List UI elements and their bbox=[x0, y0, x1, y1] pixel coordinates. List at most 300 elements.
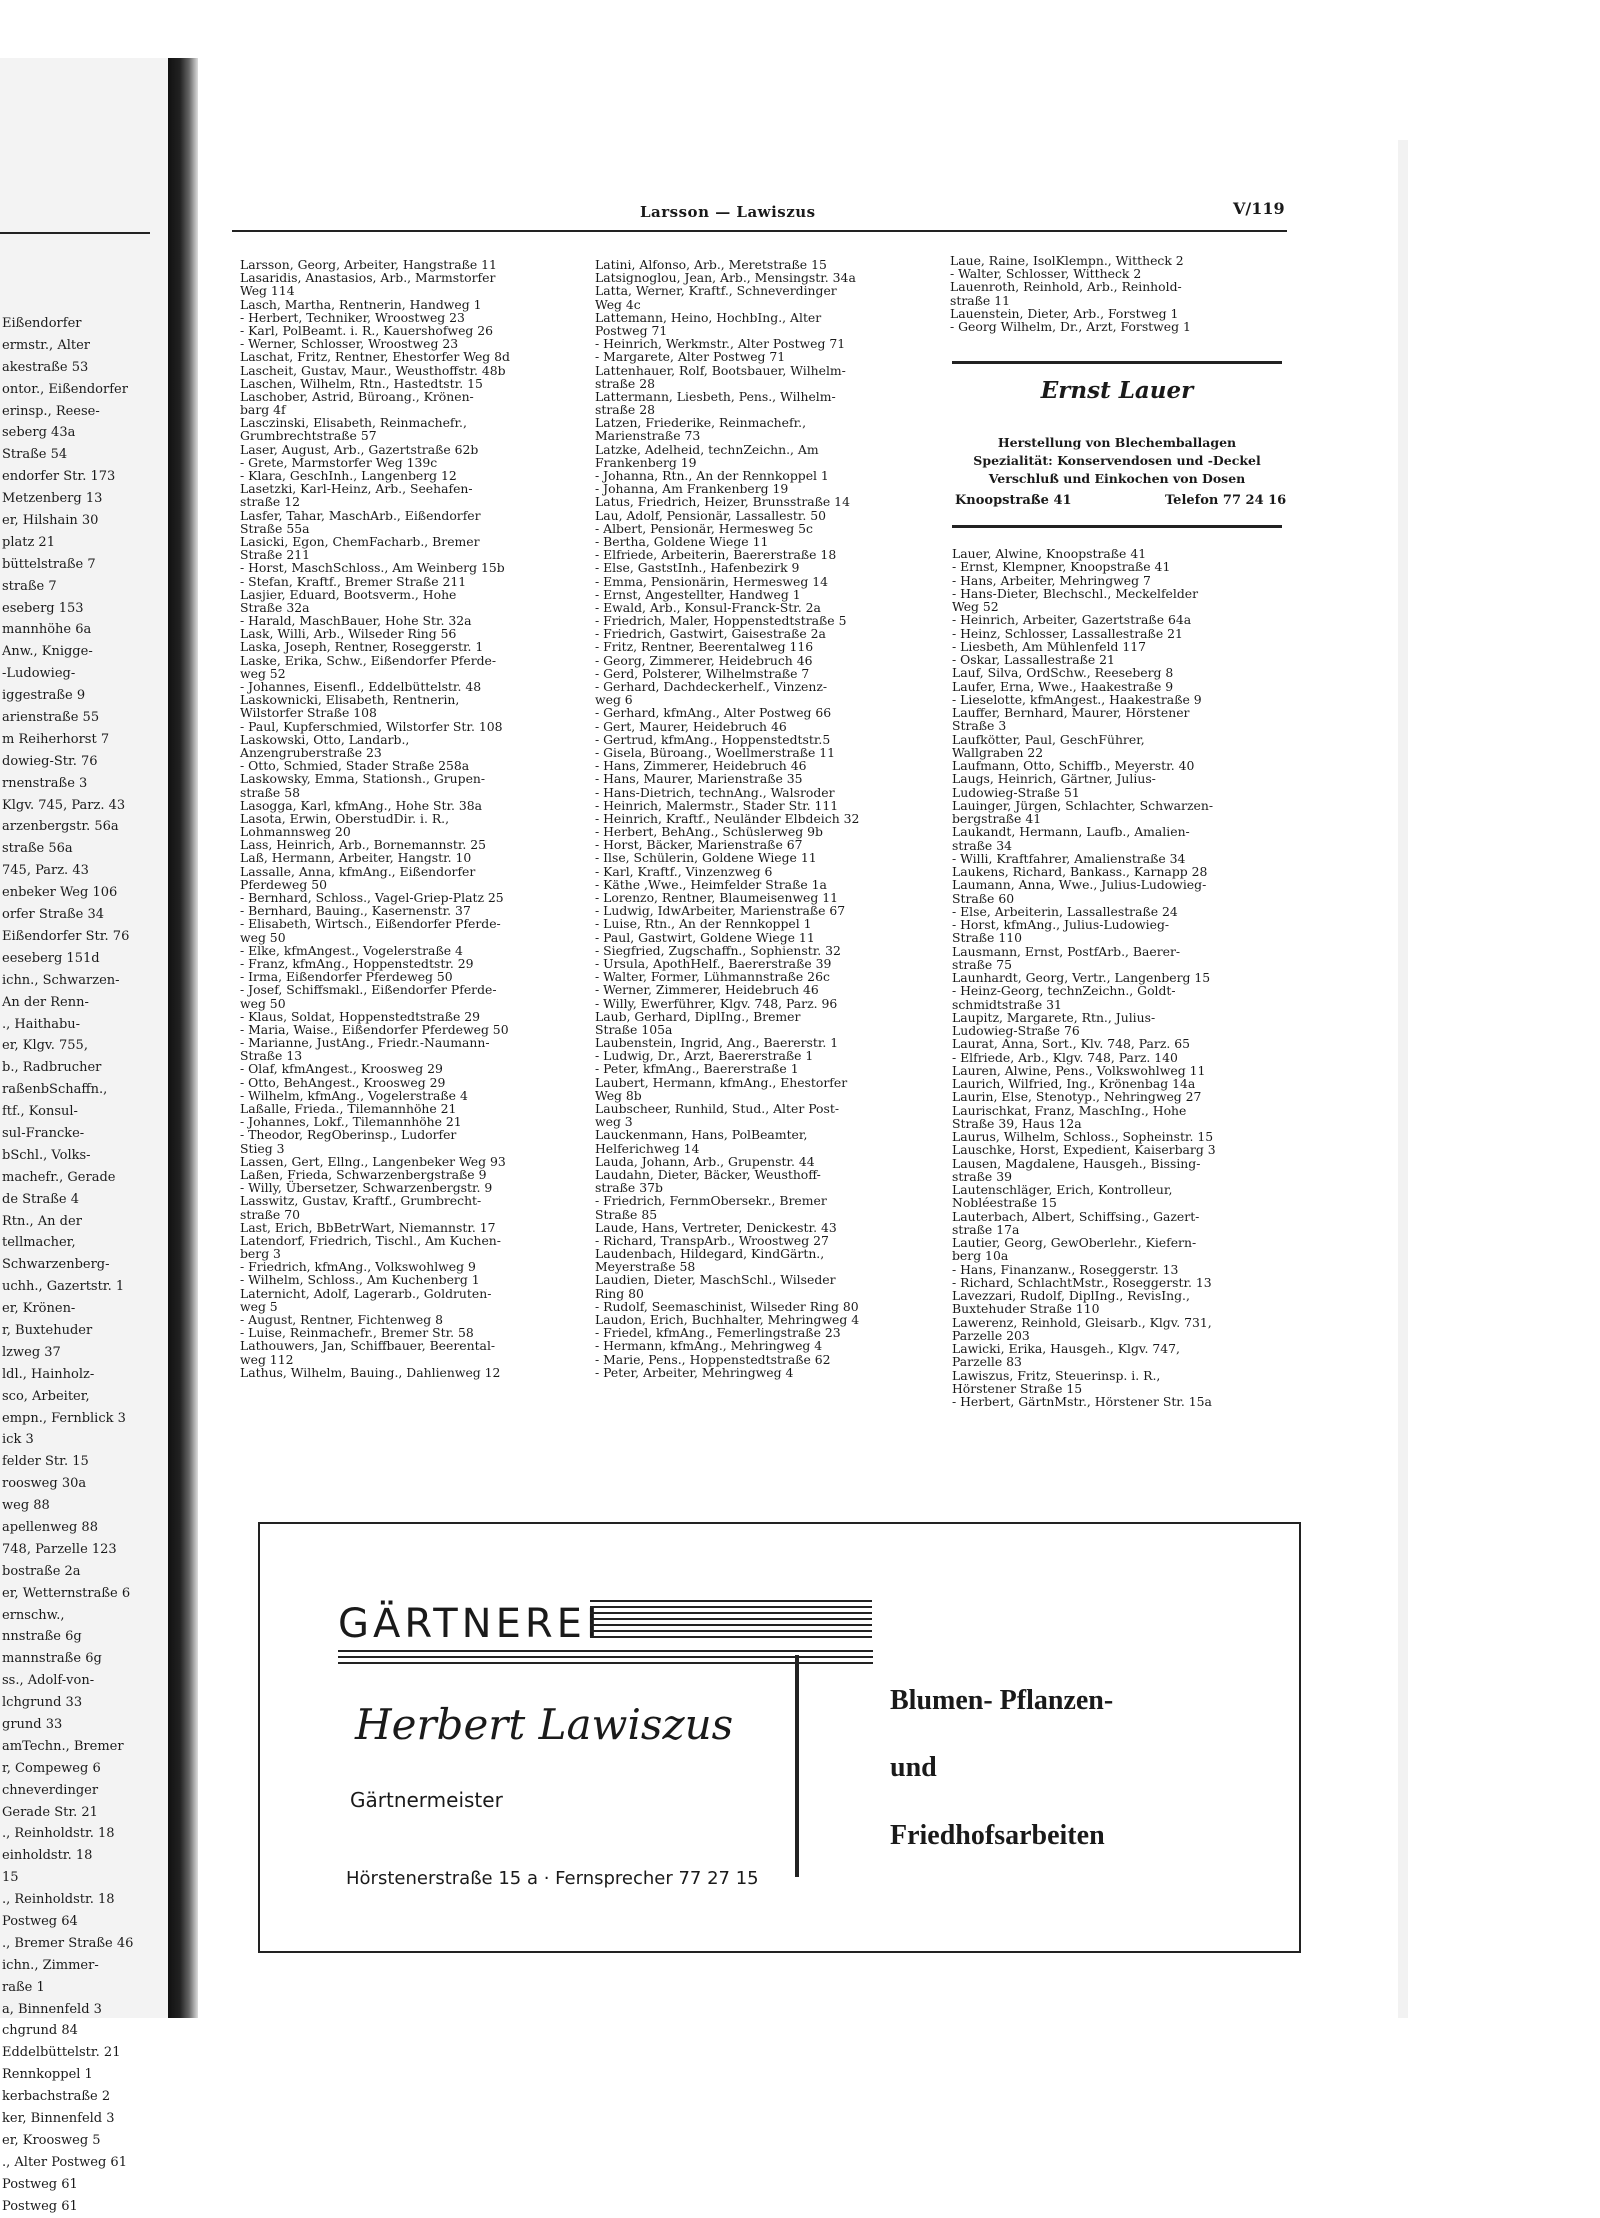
directory-entry: berg 3 bbox=[240, 1246, 281, 1262]
directory-entry: - Gertrud, kfmAng., Hoppenstedtstr.5 bbox=[595, 731, 831, 747]
directory-entry: Ring 80 bbox=[595, 1285, 644, 1301]
directory-entry: - Horst, Bäcker, Marienstraße 67 bbox=[595, 837, 803, 853]
owner-signature: Herbert Lawiszus bbox=[355, 1700, 734, 1749]
directory-entry: - Otto, BehAngest., Kroosweg 29 bbox=[240, 1074, 446, 1090]
directory-entry: - Willy, Übersetzer, Schwarzenbergstr. 9 bbox=[240, 1180, 493, 1196]
directory-entry: ichn., Schwarzen- bbox=[2, 972, 120, 988]
directory-entry: Anw., Knigge- bbox=[2, 644, 93, 660]
directory-entry: - Hermann, kfmAng., Mehringweg 4 bbox=[595, 1338, 823, 1354]
directory-entry: lchgrund 33 bbox=[2, 1695, 83, 1711]
directory-entry: - Siegfried, Zugschaffn., Sophienstr. 32 bbox=[595, 942, 841, 958]
directory-entry: Lohmannsweg 20 bbox=[240, 824, 351, 840]
directory-entry: - Lieselotte, kfmAngest., Haakestraße 9 bbox=[952, 691, 1202, 707]
directory-entry: Lautenschläger, Erich, Kontrolleur, bbox=[952, 1182, 1173, 1197]
directory-entry: - Hans, Maurer, Marienstraße 35 bbox=[595, 771, 803, 787]
directory-entry: mannhöhe 6a bbox=[2, 622, 92, 638]
directory-entry: Grumbrechtstraße 57 bbox=[240, 428, 377, 444]
directory-entry: ldl., Hainholz- bbox=[2, 1366, 95, 1382]
directory-entry: Laub, Gerhard, DiplIng., Bremer bbox=[595, 1008, 801, 1024]
directory-entry: Frankenberg 19 bbox=[595, 454, 697, 470]
directory-entry: Buxtehuder Straße 110 bbox=[952, 1301, 1100, 1317]
directory-entry: Lathouwers, Jan, Schiffbauer, Beerental- bbox=[240, 1338, 496, 1354]
directory-entry: Lattermann, Liesbeth, Pens., Wilhelm- bbox=[595, 388, 836, 404]
directory-entry: Pferdeweg 50 bbox=[240, 876, 328, 892]
directory-entry: Straße 110 bbox=[952, 930, 1022, 946]
directory-entry: Lausen, Magdalene, Hausgeh., Bissing- bbox=[952, 1155, 1201, 1171]
directory-entry: Lasetzki, Karl-Heinz, Arb., Seehafen- bbox=[240, 481, 473, 497]
directory-entry: Lass, Heinrich, Arb., Bornemannstr. 25 bbox=[240, 837, 487, 853]
directory-entry: Laugs, Heinrich, Gärtner, Julius- bbox=[952, 771, 1156, 787]
directory-entry: Lasczinski, Elisabeth, Reinmachefr., bbox=[240, 415, 467, 431]
directory-entry: Laß, Hermann, Arbeiter, Hangstr. 10 bbox=[240, 850, 472, 866]
directory-entry: Laternicht, Adolf, Lagerarb., Goldruten- bbox=[240, 1285, 492, 1301]
directory-entry: Lawerenz, Reinhold, Gleisarb., Klgv. 731, bbox=[952, 1314, 1212, 1330]
directory-entry: roosweg 30a bbox=[2, 1476, 87, 1492]
directory-entry: Laudon, Erich, Buchhalter, Mehringweg 4 bbox=[595, 1312, 860, 1327]
directory-entry: Weg 4c bbox=[595, 296, 641, 312]
directory-entry: - Elisabeth, Wirtsch., Eißendorfer Pferde- bbox=[240, 916, 501, 932]
directory-entry: - Hans-Dietrich, technAng., Walsroder bbox=[595, 784, 835, 800]
directory-entry: Laskownicki, Elisabeth, Rentnerin, bbox=[240, 692, 460, 708]
directory-entry: Laurich, Wilfried, Ing., Krönenbag 14a bbox=[952, 1076, 1196, 1091]
directory-entry: Postweg 61 bbox=[2, 2176, 78, 2192]
owner-title: Gärtnermeister bbox=[350, 1788, 503, 1812]
directory-entry: - Gerd, Polsterer, Wilhelmstraße 7 bbox=[595, 665, 810, 681]
header-rule bbox=[232, 230, 1287, 232]
directory-entry: Lasswitz, Gustav, Kraftf., Grumbrecht- bbox=[240, 1193, 482, 1209]
directory-entry: Laufer, Erna, Wwe., Haakestraße 9 bbox=[952, 678, 1174, 694]
directory-entry: Larsson, Georg, Arbeiter, Hangstraße 11 bbox=[240, 257, 497, 272]
directory-entry: Weg 52 bbox=[952, 599, 999, 614]
directory-entry: Latini, Alfonso, Arb., Meretstraße 15 bbox=[595, 257, 827, 272]
directory-entry: Straße 39, Haus 12a bbox=[952, 1115, 1082, 1131]
directory-entry: Lasicki, Egon, ChemFacharb., Bremer bbox=[240, 533, 480, 549]
directory-entry: Postweg 64 bbox=[2, 1914, 78, 1930]
directory-entry: apellenweg 88 bbox=[2, 1519, 98, 1535]
directory-entry: Rtn., An der bbox=[2, 1213, 82, 1229]
directory-entry: Laurat, Anna, Sort., Klv. 748, Parz. 65 bbox=[952, 1036, 1191, 1052]
service-line2: und bbox=[890, 1752, 937, 1783]
directory-entry: - Maria, Waise., Eißendorfer Pferdeweg 50 bbox=[240, 1021, 509, 1037]
directory-entry: straße 56a bbox=[2, 841, 73, 857]
directory-entry: - Friedrich, FernmObersekr., Bremer bbox=[595, 1193, 827, 1209]
directory-entry: akestraße 53 bbox=[2, 359, 89, 375]
directory-entry: b., Radbrucher bbox=[2, 1060, 102, 1076]
lauer-ad-line2: Spezialität: Konservendosen und -Deckel bbox=[973, 453, 1261, 468]
gaertnerei-heading: GÄRTNEREI bbox=[338, 1601, 602, 1647]
directory-entry: Laufmann, Otto, Schiffb., Meyerstr. 40 bbox=[952, 758, 1195, 773]
directory-entry: machefr., Gerade bbox=[2, 1169, 116, 1185]
directory-entry: Ludowieg-Straße 76 bbox=[952, 1023, 1080, 1038]
directory-entry: -Ludowieg- bbox=[2, 666, 76, 682]
directory-entry: eeseberg 151d bbox=[2, 950, 100, 966]
directory-entry: straße 28 bbox=[595, 375, 655, 391]
directory-entry: - Luise, Reinmachefr., Bremer Str. 58 bbox=[240, 1325, 474, 1341]
directory-entry: Last, Erich, BbBetrWart, Niemannstr. 17 bbox=[240, 1219, 496, 1235]
directory-entry: - Olaf, kfmAngest., Kroosweg 29 bbox=[240, 1061, 443, 1077]
directory-entry: Wilstorfer Straße 108 bbox=[240, 705, 377, 721]
directory-entry: Lauenroth, Reinhold, Arb., Reinhold- bbox=[950, 279, 1182, 295]
directory-entry: tellmacher, bbox=[2, 1235, 76, 1251]
directory-entry: Laßen, Frieda, Schwarzenbergstraße 9 bbox=[240, 1166, 487, 1182]
directory-entry: Straße 211 bbox=[240, 547, 310, 563]
directory-entry: Laukandt, Hermann, Laufb., Amalien- bbox=[952, 824, 1190, 840]
directory-entry: chneverdinger bbox=[2, 1782, 99, 1798]
directory-entry: Laskowsky, Emma, Stationsh., Grupen- bbox=[240, 771, 486, 787]
service-line1: Blumen- Pflanzen- bbox=[890, 1685, 1114, 1716]
directory-entry: uchh., Gazertstr. 1 bbox=[2, 1279, 125, 1295]
directory-entry: ichn., Zimmer- bbox=[2, 1957, 99, 1973]
directory-entry: Laumann, Anna, Wwe., Julius-Ludowieg- bbox=[952, 877, 1207, 893]
directory-entry: Lasogga, Karl, kfmAng., Hohe Str. 38a bbox=[240, 797, 483, 813]
directory-entry: ., Reinholdstr. 18 bbox=[2, 1892, 115, 1908]
directory-entry: - Willy, Ewerführer, Klgv. 748, Parz. 96 bbox=[595, 995, 838, 1011]
directory-entry: - Käthe ,Wwe., Heimfelder Straße 1a bbox=[595, 876, 827, 892]
directory-entry: - Elke, kfmAngest., Vogelerstraße 4 bbox=[240, 942, 463, 958]
directory-column-1 bbox=[240, 258, 575, 1379]
directory-entry: Lauenstein, Dieter, Arb., Forstweg 1 bbox=[950, 305, 1179, 321]
directory-entry: er, Kroosweg 5 bbox=[2, 2132, 101, 2148]
directory-entry: - Otto, Schmied, Stader Straße 258a bbox=[240, 758, 470, 774]
directory-entry: Lasfer, Tahar, MaschArb., Eißendorfer bbox=[240, 507, 481, 523]
directory-entry: Lassen, Gert, Ellng., Langenbeker Weg 93 bbox=[240, 1153, 506, 1169]
ad-divider bbox=[795, 1655, 799, 1877]
directory-entry: - Ursula, ApothHelf., Baererstraße 39 bbox=[595, 955, 832, 971]
directory-entry: Straße 13 bbox=[240, 1048, 303, 1064]
directory-entry: Lawiszus, Fritz, Steuerinsp. i. R., bbox=[952, 1367, 1161, 1383]
directory-entry: Stieg 3 bbox=[240, 1140, 285, 1156]
directory-entry: Lautier, Georg, GewOberlehr., Kiefern- bbox=[952, 1235, 1197, 1250]
directory-entry: felder Str. 15 bbox=[2, 1454, 89, 1470]
directory-entry: weg 6 bbox=[595, 692, 633, 708]
directory-entry: Laßalle, Frieda., Tilemannhöhe 21 bbox=[240, 1101, 457, 1116]
directory-entry: erinsp., Reese- bbox=[2, 403, 100, 419]
directory-entry: - Paul, Gastwirt, Goldene Wiege 11 bbox=[595, 929, 815, 945]
directory-entry: - Hans, Zimmerer, Heidebruch 46 bbox=[595, 758, 807, 774]
directory-entry: - Hans, Arbeiter, Mehringweg 7 bbox=[952, 572, 1151, 588]
directory-entry: straße 70 bbox=[240, 1206, 300, 1222]
directory-column-3-top bbox=[950, 254, 1285, 333]
directory-entry: straße 75 bbox=[952, 956, 1012, 972]
directory-entry: Lassalle, Anna, kfmAng., Eißendorfer bbox=[240, 863, 476, 879]
directory-entry: Helferichweg 14 bbox=[595, 1140, 700, 1156]
directory-entry: Laurischkat, Franz, MaschIng., Hohe bbox=[952, 1102, 1187, 1118]
directory-entry: Laude, Hans, Vertreter, Denickestr. 43 bbox=[595, 1219, 837, 1235]
directory-entry: weg 112 bbox=[240, 1351, 294, 1367]
directory-entry: Marienstraße 73 bbox=[595, 428, 701, 444]
directory-entry: Laue, Raine, IsolKlempn., Wittheck 2 bbox=[950, 253, 1184, 268]
directory-entry: Laske, Erika, Schw., Eißendorfer Pferde- bbox=[240, 652, 497, 668]
directory-entry: - Georg Wilhelm, Dr., Arzt, Forstweg 1 bbox=[950, 318, 1191, 334]
directory-entry: - Paul, Kupferschmied, Wilstorfer Str. 108 bbox=[240, 718, 503, 734]
directory-entry: straße 58 bbox=[240, 784, 300, 800]
directory-entry: nnstraße 6g bbox=[2, 1629, 82, 1645]
directory-entry: sul-Francke- bbox=[2, 1125, 85, 1141]
directory-entry: r, Compeweg 6 bbox=[2, 1760, 101, 1776]
lauer-ad-address: Knoopstraße 41 bbox=[955, 493, 1072, 508]
directory-entry: Lauren, Alwine, Pens., Volkswohlweg 11 bbox=[952, 1062, 1206, 1078]
directory-entry: Metzenberg 13 bbox=[2, 491, 103, 507]
directory-entry: - Heinz-Georg, technZeichn., Goldt- bbox=[952, 983, 1176, 999]
directory-entry: - Margarete, Alter Postweg 71 bbox=[595, 349, 786, 365]
directory-entry: bostraße 2a bbox=[2, 1563, 81, 1579]
directory-entry: - Ilse, Schülerin, Goldene Wiege 11 bbox=[595, 850, 817, 866]
directory-entry: Laschober, Astrid, Büroang., Krönen- bbox=[240, 388, 474, 404]
directory-entry: 748, Parzelle 123 bbox=[2, 1541, 117, 1557]
directory-entry: rnenstraße 3 bbox=[2, 775, 88, 791]
directory-entry: - Else, GaststInh., Hafenbezirk 9 bbox=[595, 560, 800, 576]
directory-entry: - Friedrich, Gastwirt, Gaisestraße 2a bbox=[595, 626, 826, 642]
directory-entry: straße 34 bbox=[952, 837, 1012, 853]
directory-entry: Lascheit, Gustav, Maur., Weusthoffstr. 48b bbox=[240, 362, 506, 378]
directory-entry: ermstr., Alter bbox=[2, 337, 90, 353]
directory-entry: - Herbert, Techniker, Wroostweg 23 bbox=[240, 309, 465, 325]
directory-entry: Lauschke, Horst, Expedient, Kaiserbarg 3 bbox=[952, 1142, 1216, 1158]
directory-entry: er, Krönen- bbox=[2, 1301, 76, 1317]
directory-entry: Laschen, Wilhelm, Rtn., Hastedtstr. 15 bbox=[240, 375, 483, 391]
directory-entry: r, Buxtehuder bbox=[2, 1322, 93, 1338]
directory-entry: - Klara, GeschInh., Langenberg 12 bbox=[240, 468, 457, 483]
directory-entry: - Luise, Rtn., An der Rennkoppel 1 bbox=[595, 916, 812, 932]
directory-entry: Postweg 61 bbox=[2, 2198, 78, 2214]
gaertnerei-address: Hörstenerstraße 15 a · Fernsprecher 77 27 15 bbox=[346, 1868, 759, 1889]
directory-entry: straße 37b bbox=[595, 1180, 663, 1196]
directory-entry: Klgv. 745, Parz. 43 bbox=[2, 797, 126, 813]
directory-entry: - Johannes, Lokf., Tilemannhöhe 21 bbox=[240, 1114, 462, 1130]
directory-entry: - Peter, kfmAng., Baererstraße 1 bbox=[595, 1061, 799, 1077]
directory-entry: Nobléestraße 15 bbox=[952, 1195, 1057, 1211]
directory-entry: Parzelle 203 bbox=[952, 1327, 1030, 1343]
directory-entry: arzenbergstr. 56a bbox=[2, 819, 119, 835]
directory-entry: Straße 54 bbox=[2, 447, 68, 463]
directory-entry: Lasch, Martha, Rentnerin, Handweg 1 bbox=[240, 296, 482, 312]
directory-entry: Straße 32a bbox=[240, 599, 310, 615]
directory-entry: - Friedrich, Maler, Hoppenstedtstraße 5 bbox=[595, 613, 847, 629]
directory-entry: - Karl, PolBeamt. i. R., Kauershofweg 26 bbox=[240, 322, 494, 338]
directory-entry: Laupitz, Margarete, Rtn., Julius- bbox=[952, 1009, 1156, 1025]
directory-entry: chgrund 84 bbox=[2, 2023, 78, 2039]
directory-entry: - Lorenzo, Rentner, Blaumeisenweg 11 bbox=[595, 890, 839, 905]
directory-entry: Lasaridis, Anastasios, Arb., Marmstorfer bbox=[240, 270, 496, 286]
directory-entry: - August, Rentner, Fichtenweg 8 bbox=[240, 1312, 444, 1327]
directory-entry: raßenbSchaffn., bbox=[2, 1082, 108, 1098]
directory-entry: - Gisela, Büroang., Woellmerstraße 11 bbox=[595, 744, 836, 760]
directory-entry: - Heinrich, Malermstr., Stader Str. 111 bbox=[595, 797, 839, 813]
directory-entry: seberg 43a bbox=[2, 425, 76, 441]
directory-entry: raße 1 bbox=[2, 1979, 45, 1995]
directory-entry: Laubscheer, Runhild, Stud., Alter Post- bbox=[595, 1101, 840, 1116]
directory-entry: grund 33 bbox=[2, 1717, 63, 1732]
directory-entry: ss., Adolf-von- bbox=[2, 1673, 95, 1689]
directory-entry: Lauer, Alwine, Knoopstraße 41 bbox=[952, 546, 1147, 561]
directory-entry: weg 3 bbox=[595, 1114, 633, 1130]
running-header: Larsson — Lawiszus bbox=[640, 203, 816, 221]
lauer-ad-name: Ernst Lauer bbox=[1040, 377, 1194, 404]
lauer-ad-line1: Herstellung von Blechemballagen bbox=[997, 435, 1237, 450]
directory-entry: empn., Fernblick 3 bbox=[2, 1410, 126, 1426]
directory-entry: - Ludwig, Dr., Arzt, Baererstraße 1 bbox=[595, 1048, 814, 1064]
directory-entry: Eddelbüttelstr. 21 bbox=[2, 2045, 121, 2061]
directory-entry: Laukens, Richard, Bankass., Karnapp 28 bbox=[952, 864, 1208, 879]
directory-entry: schmidtstraße 31 bbox=[952, 996, 1062, 1012]
directory-entry: - Elfriede, Arbeiterin, Baererstraße 18 bbox=[595, 547, 837, 563]
directory-entry: - Irma, Eißendorfer Pferdeweg 50 bbox=[240, 969, 453, 985]
directory-entry: - Willi, Kraftfahrer, Amalienstraße 34 bbox=[952, 850, 1186, 866]
directory-entry: ftf., Konsul- bbox=[2, 1104, 78, 1120]
directory-entry: - Josef, Schiffsmakl., Eißendorfer Pferde- bbox=[240, 982, 497, 998]
directory-entry: weg 52 bbox=[240, 665, 286, 681]
directory-entry: ernschw., bbox=[2, 1607, 65, 1623]
directory-entry: endorfer Str. 173 bbox=[2, 469, 116, 485]
directory-entry: er, Wetternstraße 6 bbox=[2, 1585, 131, 1601]
directory-entry: a, Binnenfeld 3 bbox=[2, 2001, 102, 2017]
directory-entry: - Ernst, Klempner, Knoopstraße 41 bbox=[952, 559, 1171, 575]
directory-entry: - Richard, TranspArb., Wroostweg 27 bbox=[595, 1232, 829, 1248]
directory-entry: - Elfriede, Arb., Klgv. 748, Parz. 140 bbox=[952, 1049, 1178, 1065]
directory-entry: - Theodor, RegOberinsp., Ludorfer bbox=[240, 1127, 457, 1143]
service-line3: Friedhofsarbeiten bbox=[890, 1820, 1105, 1851]
directory-entry: orfer Straße 34 bbox=[2, 907, 105, 923]
directory-entry: - Wilhelm, Schloss., Am Kuchenberg 1 bbox=[240, 1272, 480, 1288]
directory-entry: Latta, Werner, Kraftf., Schneverdinger bbox=[595, 283, 837, 299]
directory-column-2 bbox=[595, 258, 925, 1379]
directory-entry: Lauterbach, Albert, Schiffsing., Gazert- bbox=[952, 1208, 1200, 1224]
directory-entry: An der Renn- bbox=[2, 994, 89, 1010]
directory-entry: ., Reinholdstr. 18 bbox=[2, 1826, 115, 1842]
directory-entry: Lathus, Wilhelm, Bauing., Dahlienweg 12 bbox=[240, 1364, 501, 1380]
directory-entry: Straße 85 bbox=[595, 1206, 658, 1222]
directory-entry: - Walter, Schlosser, Wittheck 2 bbox=[950, 266, 1142, 282]
directory-entry: weg 5 bbox=[240, 1298, 278, 1314]
directory-entry: straße 17a bbox=[952, 1221, 1020, 1237]
directory-entry: - Heinrich, Kraftf., Neuländer Elbdeich 32 bbox=[595, 810, 860, 826]
directory-entry: Laskowski, Otto, Landarb., bbox=[240, 731, 410, 747]
directory-entry: - Else, Arbeiterin, Lassallestraße 24 bbox=[952, 903, 1178, 919]
directory-entry: ., Alter Postweg 61 bbox=[2, 2154, 127, 2170]
directory-entry: Laudenbach, Hildegard, KindGärtn., bbox=[595, 1246, 825, 1262]
directory-entry: Parzelle 83 bbox=[952, 1354, 1022, 1370]
directory-entry: büttelstraße 7 bbox=[2, 556, 96, 572]
directory-entry: arienstraße 55 bbox=[2, 710, 100, 726]
directory-entry: Lattemann, Heino, HochbIng., Alter bbox=[595, 309, 822, 325]
directory-entry: platz 21 bbox=[2, 534, 55, 550]
directory-entry: lzweg 37 bbox=[2, 1344, 61, 1360]
directory-entry: barg 4f bbox=[240, 402, 286, 418]
directory-entry: Lasjier, Eduard, Bootsverm., Hohe bbox=[240, 586, 457, 602]
directory-entry: Lavezzari, Rudolf, DiplIng., RevisIng., bbox=[952, 1288, 1190, 1303]
directory-entry: Ludowieg-Straße 51 bbox=[952, 784, 1080, 800]
directory-entry: - Klaus, Soldat, Hoppenstedtstraße 29 bbox=[240, 1008, 481, 1024]
directory-entry: iggestraße 9 bbox=[2, 688, 86, 704]
directory-entry: Laudahn, Dieter, Bäcker, Weusthoff- bbox=[595, 1166, 821, 1182]
directory-entry: - Ernst, Angestellter, Handweg 1 bbox=[595, 586, 801, 602]
directory-entry: - Oskar, Lassallestraße 21 bbox=[952, 652, 1115, 667]
directory-entry: enbeker Weg 106 bbox=[2, 885, 118, 901]
directory-entry: Laurin, Else, Stenotyp., Nehringweg 27 bbox=[952, 1089, 1202, 1105]
directory-entry: weg 88 bbox=[2, 1498, 50, 1514]
directory-entry: Lausmann, Ernst, PostfArb., Baerer- bbox=[952, 943, 1181, 959]
lauer-ad-phone: Telefon 77 24 16 bbox=[1165, 493, 1287, 508]
directory-entry: Schwarzenberg- bbox=[2, 1257, 110, 1273]
directory-entry: - Werner, Schlosser, Wroostweg 23 bbox=[240, 336, 459, 352]
directory-entry: - Herbert, GärtnMstr., Hörstener Str. 15a bbox=[952, 1394, 1212, 1409]
directory-entry: Meyerstraße 58 bbox=[595, 1259, 696, 1275]
directory-entry: - Harald, MaschBauer, Hohe Str. 32a bbox=[240, 613, 472, 629]
directory-entry: - Franz, kfmAng., Hoppenstedtstr. 29 bbox=[240, 955, 474, 971]
directory-entry: ontor., Eißendorfer bbox=[2, 381, 128, 397]
directory-entry: berg 10a bbox=[952, 1248, 1009, 1264]
gaertnerei-underlines bbox=[338, 1650, 873, 1668]
directory-entry: - Peter, Arbeiter, Mehringweg 4 bbox=[595, 1364, 794, 1380]
directory-entry: - Stefan, Kraftf., Bremer Straße 211 bbox=[240, 573, 467, 589]
directory-entry: - Friedel, kfmAng., Femerlingstraße 23 bbox=[595, 1325, 841, 1341]
directory-entry: Laser, August, Arb., Gazertstraße 62b bbox=[240, 441, 479, 457]
directory-entry: - Wilhelm, kfmAng., Vogelerstraße 4 bbox=[240, 1087, 468, 1103]
directory-entry: Laufkötter, Paul, GeschFührer, bbox=[952, 731, 1145, 747]
directory-entry: Laudien, Dieter, MaschSchl., Wilseder bbox=[595, 1272, 836, 1288]
directory-entry: straße 11 bbox=[950, 292, 1010, 308]
directory-entry: Lauinger, Jürgen, Schlachter, Schwarzen- bbox=[952, 797, 1214, 813]
directory-entry: 15 bbox=[2, 1870, 19, 1886]
lauer-ad-top-rule bbox=[952, 361, 1282, 364]
directory-entry: - Friedrich, kfmAng., Volkswohlweg 9 bbox=[240, 1259, 476, 1275]
directory-entry: er, Hilshain 30 bbox=[2, 513, 99, 529]
directory-entry: Laurus, Wilhelm, Schloss., Sopheinstr. 15 bbox=[952, 1129, 1214, 1144]
directory-entry: ., Bremer Straße 46 bbox=[2, 1935, 134, 1951]
directory-entry: sco, Arbeiter, bbox=[2, 1388, 90, 1404]
directory-entry: er, Klgv. 755, bbox=[2, 1038, 88, 1054]
lauer-ad-line3: Verschluß und Einkochen von Dosen bbox=[988, 471, 1246, 486]
directory-entry: de Straße 4 bbox=[2, 1191, 80, 1207]
directory-entry: - Horst, MaschSchloss., Am Weinberg 15b bbox=[240, 560, 505, 576]
directory-entry: Latus, Friedrich, Heizer, Brunsstraße 14 bbox=[595, 494, 850, 510]
directory-entry: kerbachstraße 2 bbox=[2, 2089, 111, 2105]
page-number: V/119 bbox=[1233, 199, 1285, 218]
directory-entry: Lauda, Johann, Arb., Grupenstr. 44 bbox=[595, 1153, 815, 1169]
directory-entry: - Ewald, Arb., Konsul-Franck-Str. 2a bbox=[595, 599, 821, 615]
directory-entry: - Fritz, Rentner, Beerentalweg 116 bbox=[595, 639, 814, 655]
directory-entry: Lasota, Erwin, OberstudDir. i. R., bbox=[240, 810, 450, 826]
directory-entry: ., Haithabu- bbox=[2, 1016, 81, 1032]
directory-entry: Straße 60 bbox=[952, 890, 1015, 906]
directory-entry: Latzke, Adelheid, technZeichn., Am bbox=[595, 441, 819, 457]
directory-entry: ker, Binnenfeld 3 bbox=[2, 2111, 115, 2127]
directory-entry: Launhardt, Georg, Vertr., Langenberg 15 bbox=[952, 970, 1211, 985]
directory-entry: - Karl, Kraftf., Vinzenzweg 6 bbox=[595, 863, 773, 879]
directory-entry: - Marianne, JustAng., Friedr.-Naumann- bbox=[240, 1035, 490, 1051]
directory-entry: weg 50 bbox=[240, 929, 286, 945]
directory-entry: mannstraße 6g bbox=[2, 1651, 102, 1667]
directory-entry: Weg 8b bbox=[595, 1087, 642, 1103]
directory-column-3-bottom bbox=[952, 547, 1287, 1408]
directory-entry: - Bernhard, Bauing., Kasernenstr. 37 bbox=[240, 903, 471, 919]
directory-entry: Laubert, Hermann, kfmAng., Ehestorfer bbox=[595, 1074, 848, 1090]
directory-entry: amTechn., Bremer bbox=[2, 1738, 124, 1754]
directory-entry: - Heinrich, Arbeiter, Gazertstraße 64a bbox=[952, 612, 1192, 628]
directory-entry: Eißendorfer bbox=[2, 316, 82, 331]
directory-entry: Latzen, Friederike, Reinmachefr., bbox=[595, 415, 807, 431]
directory-entry: Latsignoglou, Jean, Arb., Mensingstr. 34a bbox=[595, 270, 856, 286]
directory-entry: straße 7 bbox=[2, 578, 57, 594]
directory-entry: Anzengruberstraße 23 bbox=[240, 744, 382, 760]
left-page-rule bbox=[0, 232, 150, 234]
directory-entry: Hörstener Straße 15 bbox=[952, 1380, 1083, 1396]
directory-entry: bSchl., Volks- bbox=[2, 1147, 91, 1163]
directory-entry: - Herbert, BehAng., Schüslerweg 9b bbox=[595, 824, 823, 840]
directory-entry: Lauffer, Bernhard, Maurer, Hörstener bbox=[952, 705, 1190, 720]
lauer-ad-bottom-rule bbox=[952, 525, 1282, 528]
directory-entry: - Gert, Maurer, Heidebruch 46 bbox=[595, 718, 787, 734]
